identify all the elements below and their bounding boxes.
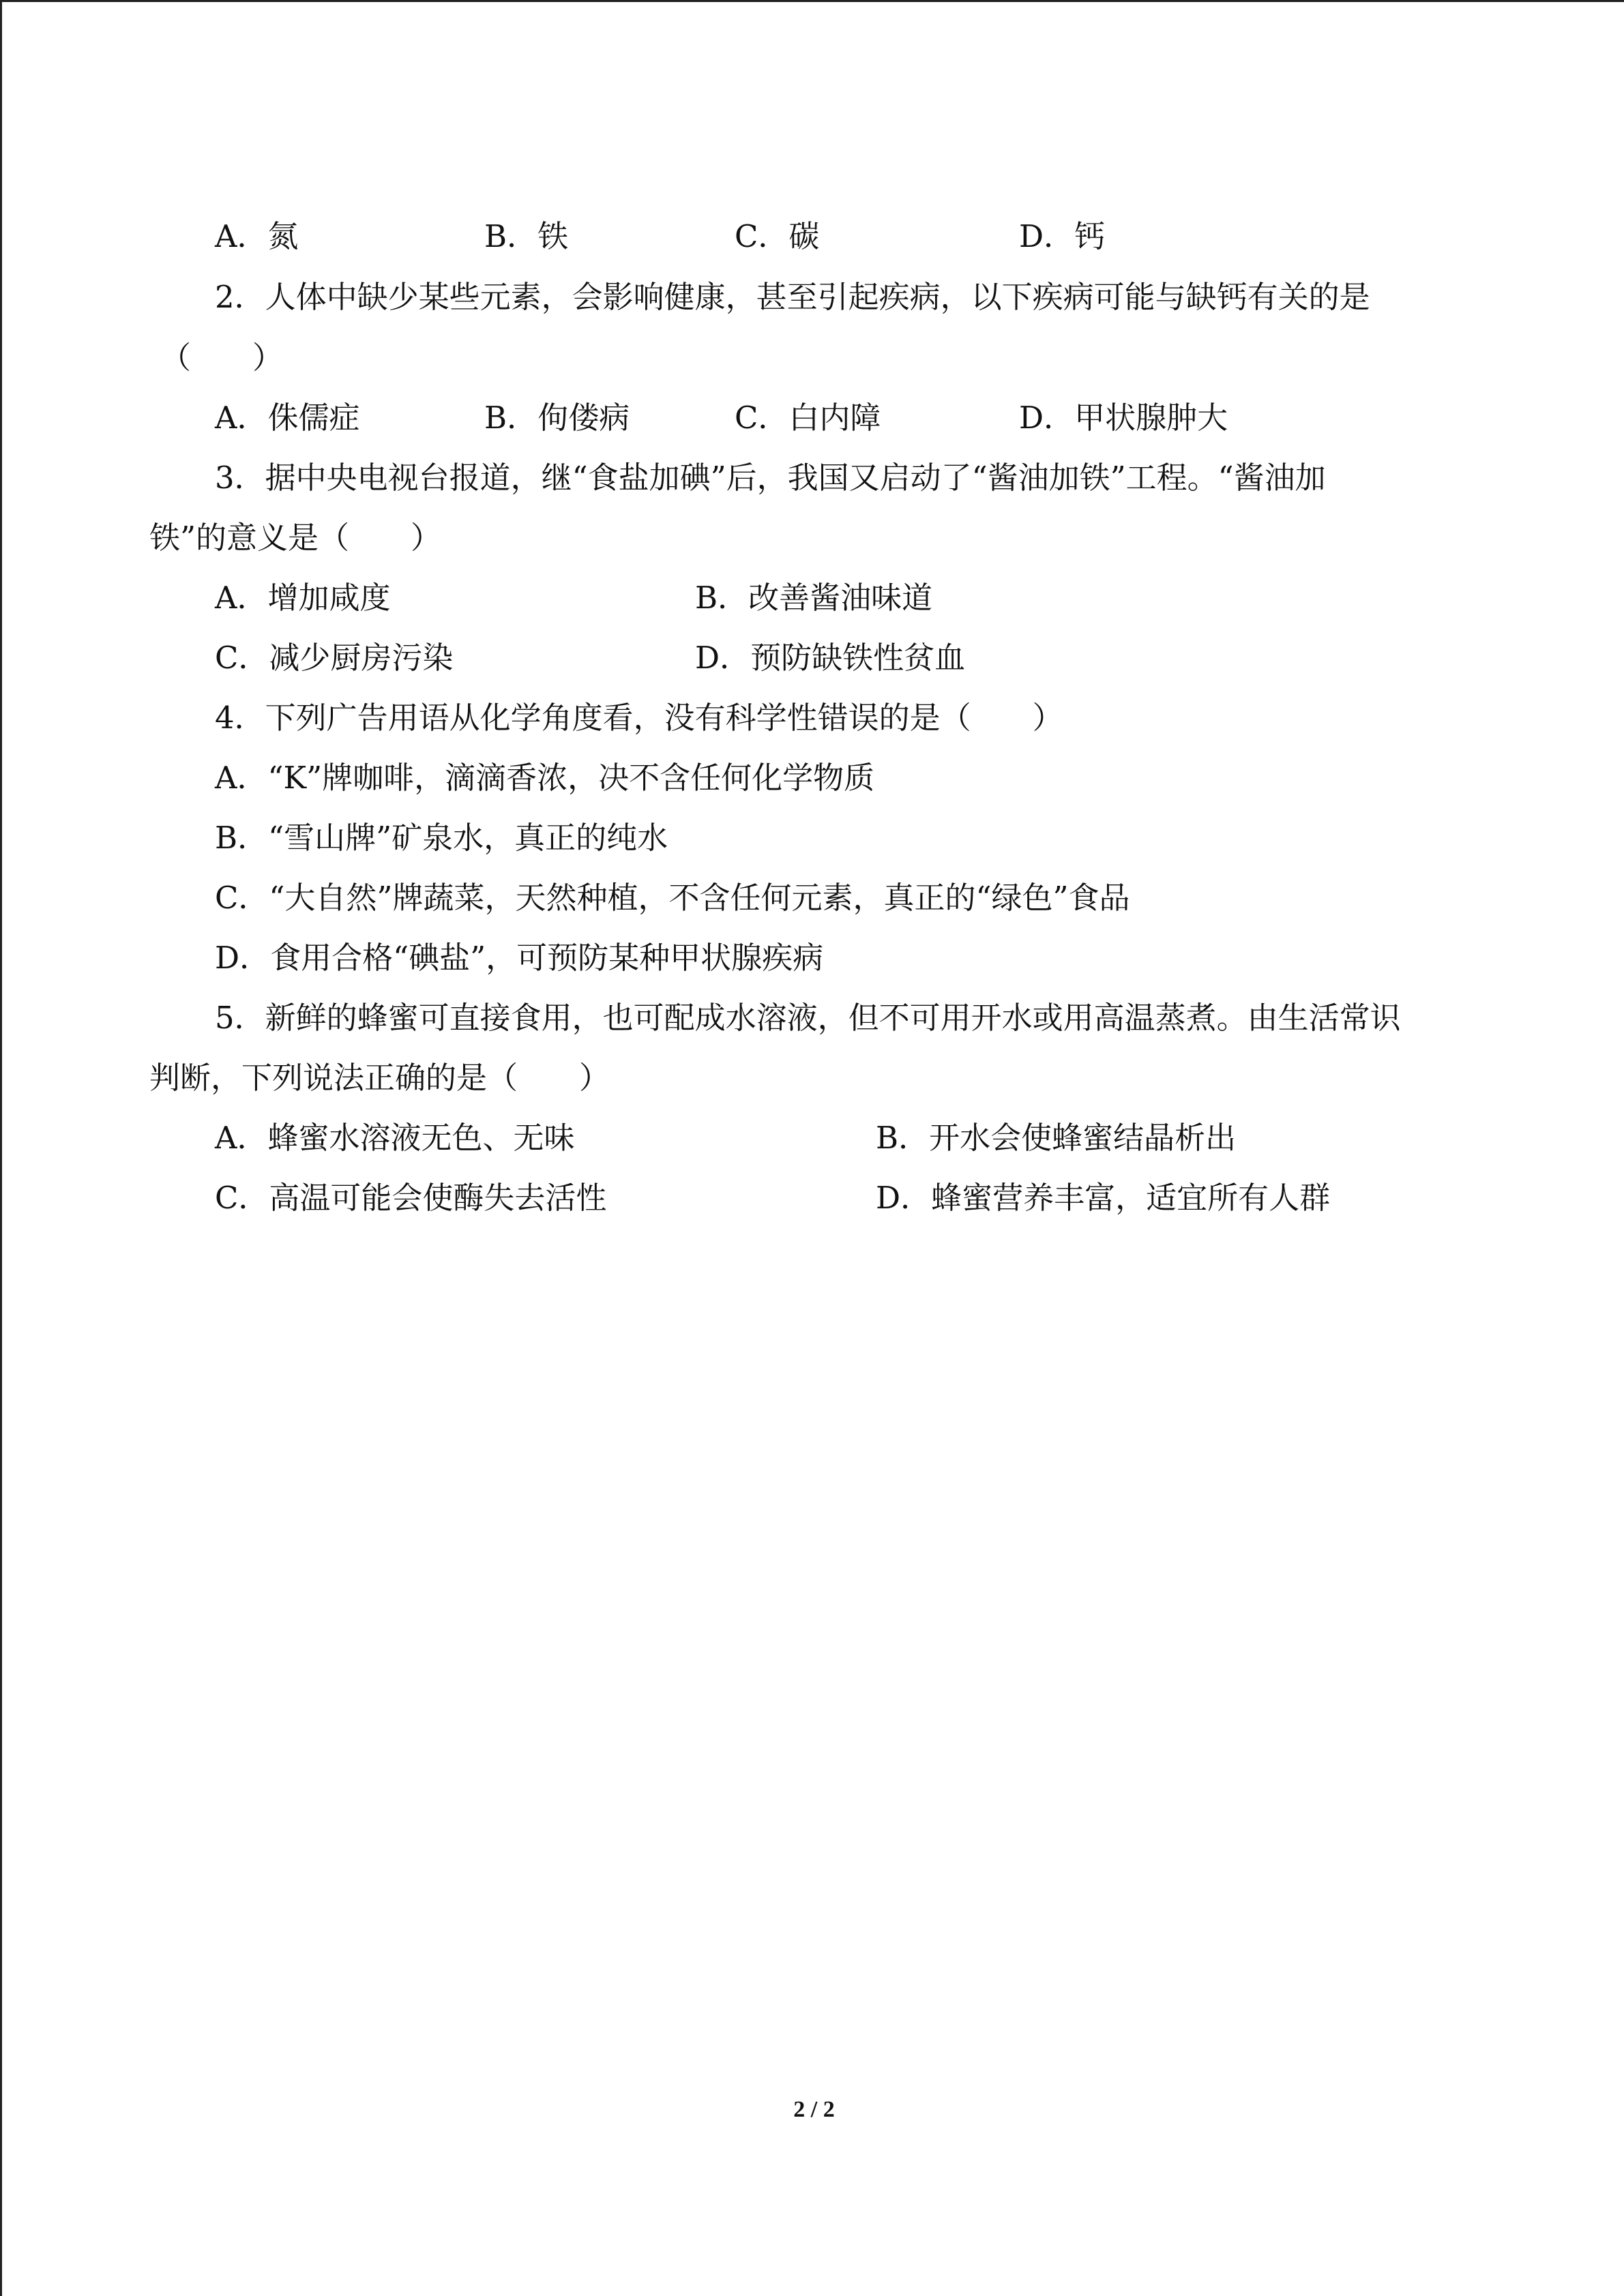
- q2-answer-blank: （ ）: [160, 340, 284, 376]
- q5-option-a: A．蜂蜜水溶液无色、无味: [215, 1120, 575, 1156]
- q2-option-a: A．侏儒症: [215, 400, 360, 436]
- q5-option-b: B．开水会使蜂蜜结晶析出: [876, 1120, 1237, 1156]
- q2-option-b: B．佝偻病: [484, 400, 630, 436]
- q5-stem: 5．新鲜的蜂蜜可直接食用，也可配成水溶液，但不可用开水或用高温蒸煮。由生活常识: [215, 1000, 1401, 1036]
- q1-option-c: C．碳: [735, 218, 820, 254]
- q5-option-d: D．蜂蜜营养丰富，适宜所有人群: [876, 1180, 1331, 1216]
- q2-option-d: D．甲状腺肿大: [1019, 400, 1228, 436]
- q2-stem: 2．人体中缺少某些元素，会影响健康，甚至引起疾病，以下疾病可能与缺钙有关的是: [215, 279, 1370, 315]
- q4-option-c: C．“大自然”牌蔬菜，天然种植，不含任何元素，真正的“绿色”食品: [215, 880, 1130, 916]
- q5-stem-continued: 判断，下列说法正确的是（ ）: [149, 1060, 610, 1096]
- q3-option-a: A．增加咸度: [215, 580, 391, 616]
- q3-option-b: B．改善酱油味道: [695, 580, 933, 616]
- q3-option-c: C．减少厨房污染: [215, 640, 454, 676]
- q4-option-a: A．“K”牌咖啡，滴滴香浓，决不含任何化学物质: [215, 760, 875, 796]
- q4-option-b: B．“雪山牌”矿泉水，真正的纯水: [215, 820, 668, 856]
- q2-option-c: C．白内障: [735, 400, 881, 436]
- q1-option-b: B．铁: [484, 218, 569, 254]
- q1-option-d: D．钙: [1019, 218, 1106, 254]
- q3-option-d: D．预防缺铁性贫血: [695, 640, 966, 676]
- q3-stem-continued: 铁”的意义是（ ）: [149, 520, 442, 556]
- q1-option-a: A．氮: [215, 218, 299, 254]
- q3-stem: 3．据中央电视台报道，继“食盐加碘”后，我国又启动了“酱油加铁”工程。“酱油加: [215, 460, 1326, 496]
- q4-stem: 4．下列广告用语从化学角度看，没有科学性错误的是（ ）: [215, 700, 1063, 736]
- q4-option-d: D．食用合格“碘盐”，可预防某种甲状腺疾病: [215, 940, 824, 976]
- q5-option-c: C．高温可能会使酶失去活性: [215, 1180, 607, 1216]
- page-number: 2 / 2: [793, 2097, 835, 2122]
